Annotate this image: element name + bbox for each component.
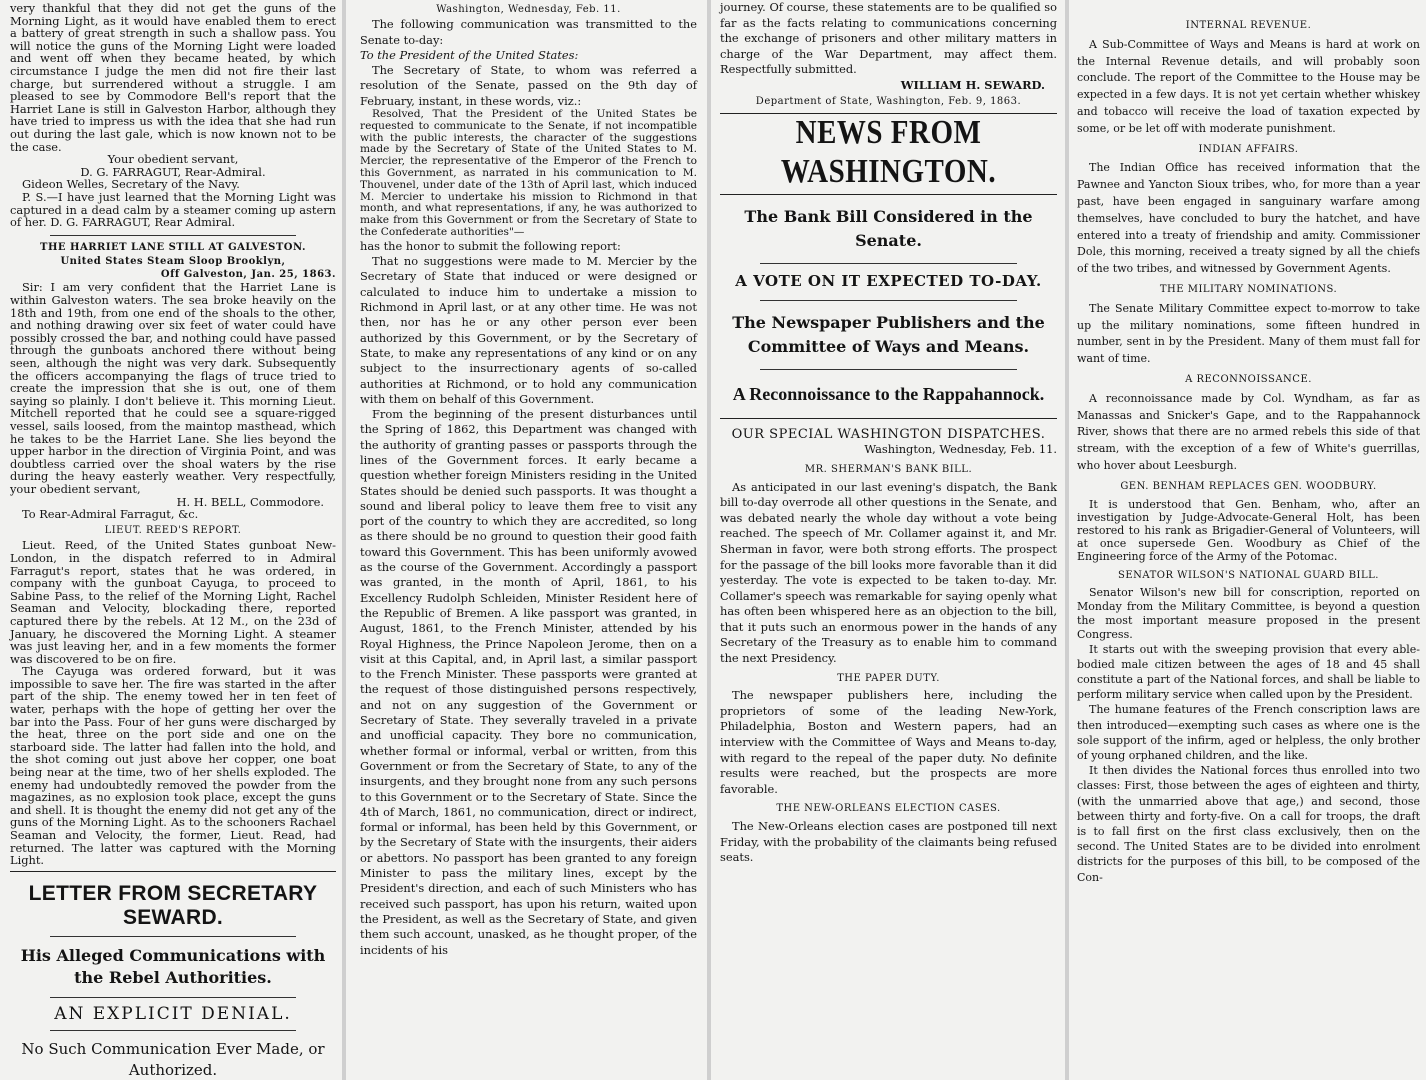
letter-signature: WILLIAM H. SEWARD. <box>900 77 1045 92</box>
divider <box>760 263 1017 264</box>
subheadline: His Alleged Communications with the Rebel Authorities. <box>20 945 326 987</box>
article-paragraph: The Cayuga was ordered forward, but it was impossible to save her. The fire was started in the after part of the ship. The enemy towed her in ten feet of water, perhaps with the hope of getting her over the bar into the Pass. Four of her guns were discharged by the heat, three on the port side and one on the starboard side. The latter had fallen into the hold, and the shot coming out just above her copper, one boat being near at the time, two of her shells exploded. The enemy had undoubtedly removed the powder from the magazines, as no explosion took place, except the guns and shell. It is thought the enemy did not get any of the guns of the Morning Light. As to the schooners Rachael Seaman and Velocity, the former, Lieut. Read, had returned. The latter was captured with the Morning Light. <box>10 664 336 868</box>
subheadline: The Newspaper Publishers and the Committee of Ways and Means. <box>732 312 1045 356</box>
letter-signature: H. H. BELL, Commodore. <box>176 494 324 509</box>
divider <box>720 194 1057 195</box>
section-heading: THE PAPER DUTY. <box>837 672 940 684</box>
section-heading: LIEUT. REED'S REPORT. <box>104 524 242 536</box>
subheadline: A Reconnoissance to the Rappahannock. <box>732 383 1045 404</box>
letter-addressee: Gideon Welles, Secretary of the Navy. <box>22 177 240 192</box>
letter-addressee: To Rear-Admiral Farragut, &c. <box>22 507 199 522</box>
article-paragraph: As anticipated in our last evening's dispatch, the Bank bill to-day overrode all other questions in the Senate, and was debated nearly the whole day without a vote being reached. The speech of Mr. Collamer against it, and Mr. Sherman in favor, were both strong efforts. The prospect for the passage of the bill looks more favorable than it did yesterday. The vote is expected to be taken to-day. Mr. Collamer's speech was remarkable for saying openly what has often been whispered here as an objection to the bill, that it puts such an enormous power in the hands of any Secretary of the Treasury as to enable him to command the next Presidency. <box>720 479 1057 666</box>
article-paragraph: It then divides the National forces thus enrolled into two classes: First, those between the ages of eighteen and thirty, (with the unmarried above that age,) and second, those between thirty and forty-five. On a call for troops, the draft is to fall first on the first class exclusively, then on the second. The United States are to be divided into enrolment districts for the purposes of this bill, to be composed of the Con- <box>1077 764 1420 884</box>
divider <box>50 1030 296 1031</box>
article-paragraph: Senator Wilson's new bill for conscription, reported on Monday from the Military Committee, is beyond a question the most important measure proposed in the present Congress. <box>1077 586 1420 641</box>
column-2 <box>346 0 707 1080</box>
article-paragraph: It starts out with the sweeping provision that every able-bodied male citizen between the ages of 18 and 45 shall constitute a part of the National forces, and shall be liable to perform military service when called upon by the President. <box>1077 642 1420 702</box>
divider <box>50 997 296 998</box>
article-paragraph: very thankful that they did not get the guns of the Morning Light, as it would have enabled them to erect a battery of great strength in such a shallow pass. You will notice the guns of the Morning Light were loaded and went off when they became heated, by which circumstance I judge the men did not fire their last charge, but surrendered without a struggle. I am pleased to see by Commodore Bell's report that the Harriet Lane is still in Galveston Harbor, although they have tried to impress us with the idea that she had run out during the last gale, which is now known not to be the case. <box>10 1 336 154</box>
divider <box>50 936 296 937</box>
column-3 <box>711 0 1065 1080</box>
subheadline: OUR SPECIAL WASHINGTON DISPATCHES. <box>731 426 1046 442</box>
article-paragraph: The New-Orleans election cases are postponed till next Friday, with the probability of the claimants being refused seats. <box>720 819 1057 865</box>
headline: NEWS FROM WASHINGTON. <box>780 114 997 191</box>
article-paragraph: From the beginning of the present disturbances until the Spring of 1862, this Department was changed with the authority of granting passes or passports through the lines of the Government forces. It early became a question whether foreign Ministers residing in the United States should be denied such passports. It was thought a sound and liberal policy to leave them free to visit any port of the country to which they are accredited, so long as there should be no ground to question their good faith toward this Government. This has been uniformly avowed as the course of the Government. Accordingly a passport was granted, in the month of April, 1861, to his Excellency Rudolph Schleiden, Minister Resident here of the Republic of Bremen. A like passport was granted, in August, 1861, to the French Minister, attended by his Royal Highness, the Prince Napoleon Jerome, then on a visit at this Capital, and, in April last, a similar passport to the French Minister. These passports were granted at the request of those distinguished persons respectively, and not on any suggestion of the Government or Secretary of State. They severally traveled in a private and unofficial capacity. They bore no communication, whether formal or informal, verbal or written, from this Government or from the Secretary of State, to any of the insurgents, and they brought none from any such persons to this Government or to the Secretary of State. Since the 4th of March, 1861, no communication, direct or indirect, formal or informal, has been held by this Government, or by the Secretary of State with the insurgents, their aiders or abettors. No passport has been granted to any foreign Minister to pass the military lines, except by the President's direction, and each of such Ministers who has received such passport, has upon his return, waited upon the President, as well as the Secretary of State, and given them such account, unasked, as he thought proper, of the incidents of his <box>360 407 697 957</box>
article-paragraph: The following communication was transmitted to the Senate to-day: <box>360 17 697 47</box>
divider <box>760 369 1017 370</box>
column-1 <box>0 0 342 1080</box>
section-heading: INDIAN AFFAIRS. <box>1198 143 1299 155</box>
article-paragraph: The Senate Military Committee expect to-morrow to take up the military nominations, some fifteen hundred in number, sent in by the President. Many of them must fall for want of time. <box>1077 301 1420 366</box>
article-paragraph: A reconnoissance made by Col. Wyndham, as far as Manassas and Snicker's Gape, and to the Rappahannock River, shows that there are no armed rebels this side of that stream, with the exception of a few of White's guerrillas, who hover about Leesburgh. <box>1077 391 1420 472</box>
dateline: Department of State, Washington, Feb. 9, 1863. <box>755 95 1022 107</box>
letter-signature: D. G. FARRAGUT, Rear-Admiral. <box>80 164 266 179</box>
section-heading: INTERNAL REVENUE. <box>1185 20 1312 31</box>
section-heading: THE HARRIET LANE STILL AT GALVESTON. <box>40 241 306 253</box>
postscript: P. S.—I have just learned that the Morning Light was captured in a dead calm by a steamer coming up astern of her. D. G. FARRAGUT, Rear Admiral. <box>10 189 336 230</box>
article-paragraph: It is understood that Gen. Benham, who, after an investigation by Judge-Advocate-General Holt, has been restored to his rank as Brigadier-General of Volunteers, will at once supersede Gen. Woodbury as Chief of the Engineering force of the Army of the Potomac. <box>1077 497 1420 564</box>
divider <box>10 871 336 872</box>
article-paragraph: Sir: I am very confident that the Harriet Lane is within Galveston waters. The sea broke heavily on the 18th and 19th, from one end of the shoals to the other, and nothing drawing over six feet of water could have possibly crossed the bar, and nothing could have passed through the gunboats anchored there without being seen, although the night was very dark. Subsequently the officers accompanying the flags of truce tried to create the impression that she is out, one of them saying so plainly. I don't believe it. This morning Lieut. Mitchell reported that he could see a square-rigged vessel, sails loosed, from the maintop masthead, which he takes to be the Harriet Lane. She lies beyond the upper harbor in the direction of Virginia Point, and was doubtless carried over the shoal waters by the rise during the heavy easterly weather. Very respectfully, your obedient servant, <box>10 280 336 496</box>
article-paragraph: journey. Of course, these statements are to be qualified so far as the facts relating to communications concerning the exchange of prisoners and other military matters in charge of the War Department, may affect them. Respectfully submitted. <box>720 0 1057 77</box>
subheadline: No Such Communication Ever Made, or Authorized. <box>21 1040 325 1080</box>
subheadline: The Bank Bill Considered in the Senate. <box>744 207 1033 251</box>
divider <box>720 418 1057 419</box>
letter-addressee: To the President of the United States: <box>360 47 579 62</box>
section-heading: A RECONNOISSANCE. <box>1185 373 1312 385</box>
dateline: Off Galveston, Jan. 25, 1863. <box>160 268 336 280</box>
article-paragraph: A Sub-Committee of Ways and Means is hard at work on the Internal Revenue details, and will probably soon conclude. The report of the Committee to the House may be expected in a few days. It is not yet certain whether whiskey and tobacco will receive the load of taxation expected by some, or be let off with moderate punishment. <box>1077 37 1420 135</box>
dateline: Washington, Wednesday, Feb. 11. <box>864 442 1057 457</box>
dateline: United States Steam Sloop Brooklyn, <box>60 256 286 268</box>
column-4 <box>1069 0 1426 1080</box>
article-paragraph: The Indian Office has received information that the Pawnee and Yancton Sioux tribes, who, for more than a year past, have been engaged in sanguinary warfare among themselves, have concluded to bury the hatchet, and have entered into a treaty of friendship and amity. Commissioner Dole, this morning, received a treaty signed by all the chiefs of the two tribes, and witnessed by Government Agents. <box>1077 161 1420 276</box>
divider <box>50 235 296 236</box>
article-paragraph: That no suggestions were made to M. Mercier by the Secretary of State that induced or were designed or calculated to induce him to undertake a mission to Richmond in April last, or at any other time. He was not then, nor has he or any other person ever been authorized by this Government, or by the Secretary of State, to make any representations of any kind or on any subject to the insurrectionary agents of so-called authorities at Richmond, or to hold any communication with them on behalf of this Government. <box>360 254 697 406</box>
headline: LETTER FROM SECRETARY SEWARD. <box>28 881 318 929</box>
subheadline: A VOTE ON IT EXPECTED TO-DAY. <box>735 272 1042 291</box>
article-paragraph: The humane features of the French conscription laws are then introduced—exempting such cases as where one is the sole support of the infirm, aged or helpless, the only brother of young orphaned children, and the like. <box>1077 703 1420 762</box>
section-heading: THE NEW-ORLEANS ELECTION CASES. <box>776 803 1001 815</box>
section-heading: GEN. BENHAM REPLACES GEN. WOODBURY. <box>1120 480 1377 492</box>
section-heading: THE MILITARY NOMINATIONS. <box>1159 283 1338 295</box>
section-heading: MR. SHERMAN'S BANK BILL. <box>804 463 973 475</box>
article-paragraph: The Secretary of State, to whom was referred a resolution of the Senate, passed on the 9th day of February, instant, in these words, viz.: <box>360 63 697 108</box>
section-heading: SENATOR WILSON'S NATIONAL GUARD BILL. <box>1118 569 1379 581</box>
letter-closing: Your obedient servant, <box>107 152 239 167</box>
article-paragraph: has the honor to submit the following report: <box>360 238 621 253</box>
resolution-text: Resolved, That the President of the United States be requested to communicate to the Senate, if not incompatible with the public interests, the character of the suggestions made by the Secretary of State of the United States to M. Mercier, the representative of the Emperor of the French to this Government, as narrated in his communication to M. Thouvenel, under date of the 13th of April last, which induced M. Mercier to undertake his mission to Richmond in that month, and what representations, if any, he was authorized to make from this Government or from the Secretary of State to the Confederate authorities"— <box>360 108 697 239</box>
article-paragraph: The newspaper publishers here, including the proprietors of some of the leading New-York, Philadelphia, Boston and Western papers, had an interview with the Committee of Ways and Means to-day, with regard to the repeal of the paper duty. No definite results were reached, but the prospects are more favorable. <box>720 688 1057 796</box>
article-paragraph: Lieut. Reed, of the United States gunboat New-London, in the dispatch referred to in Admiral Farragut's report, states that he was ordered, in company with the gunboat Cayuga, to proceed to Sabine Pass, to the relief of the Morning Light, Rachel Seaman and Velocity, blockading there, reported captured there by the rebels. At 12 M., on the 23d of January, he discovered the Morning Light. A steamer was just leaving her, and in a few moments the former was discovered to be on fire. <box>10 538 336 666</box>
divider <box>760 300 1017 301</box>
subheadline: AN EXPLICIT DENIAL. <box>54 1003 292 1024</box>
dateline: Washington, Wednesday, Feb. 11. <box>436 4 621 15</box>
